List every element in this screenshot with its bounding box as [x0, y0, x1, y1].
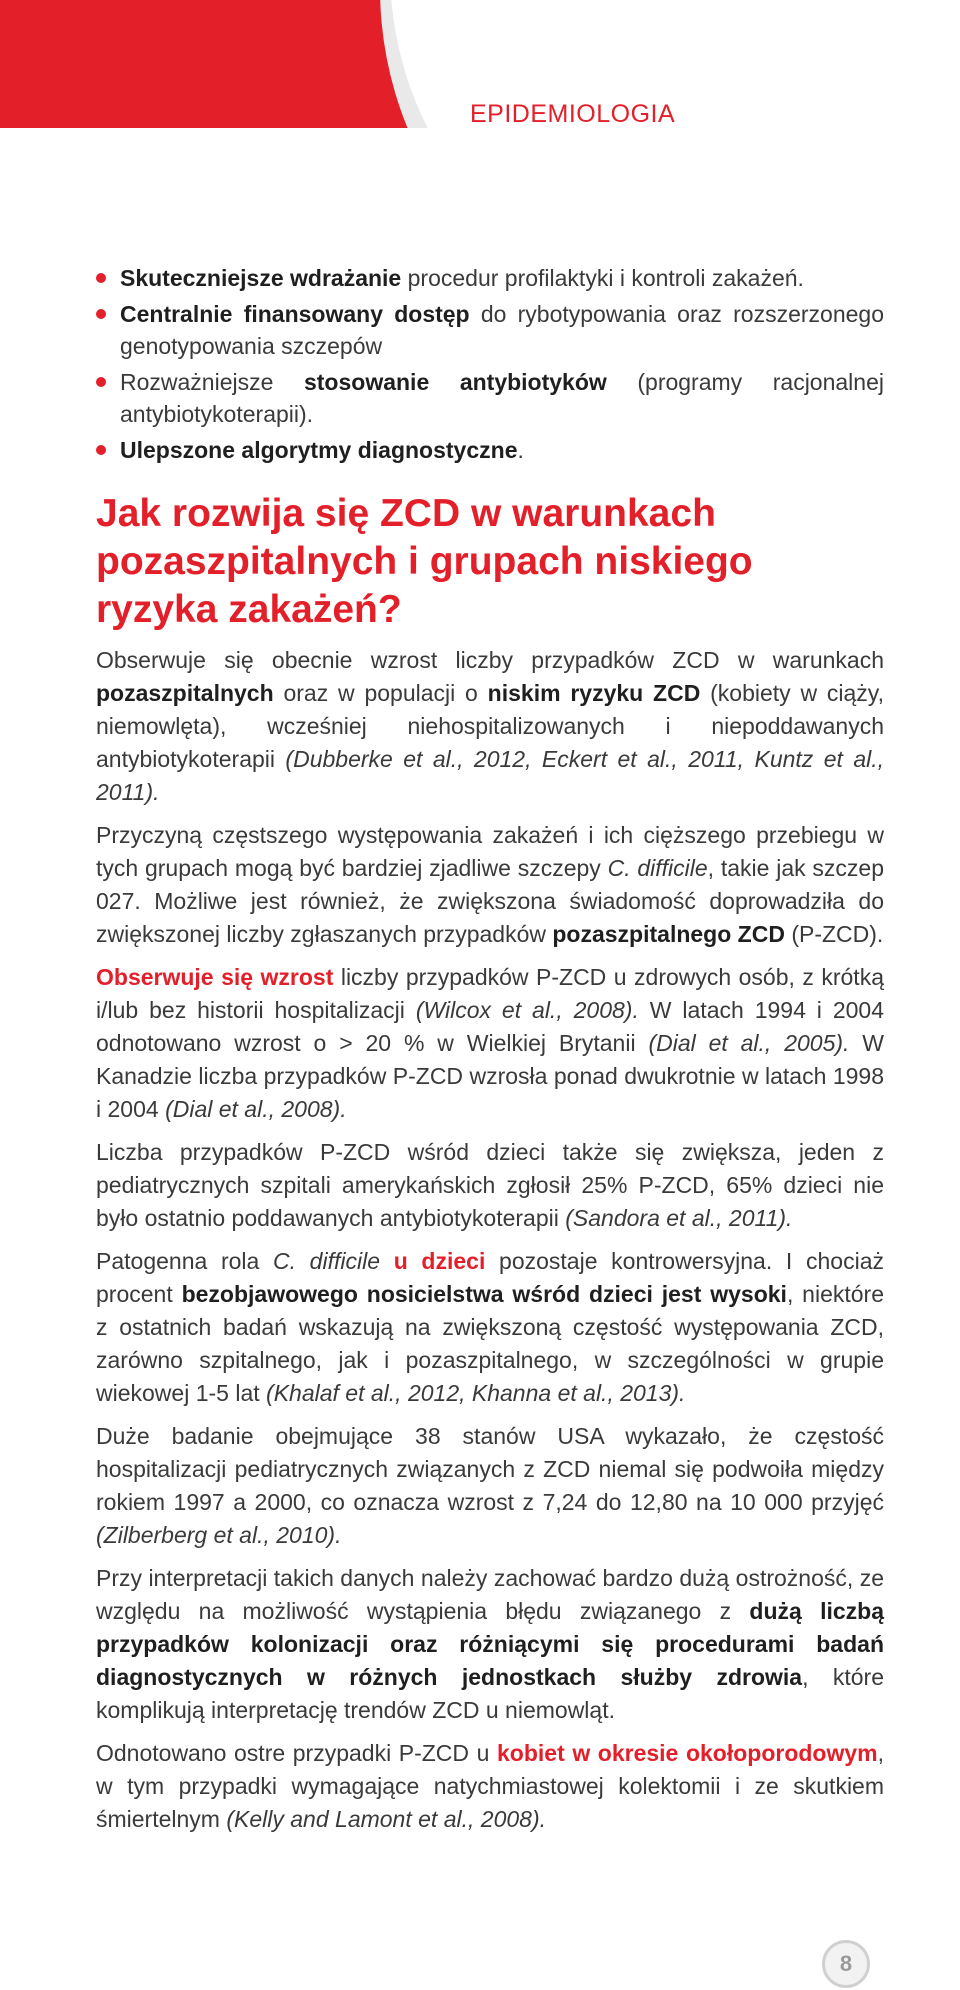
paragraph-3	[96, 961, 884, 1126]
text: , takie jak szczep 027. Możliwe jest również, że zwiększona świadomość doprowadziła do zwiększonej liczby zgłaszanych przypadków	[96, 855, 884, 947]
citation: (Wilcox et al., 2008).	[415, 997, 639, 1023]
citation: (Sandora et al., 2011).	[565, 1205, 793, 1231]
paragraph-6	[96, 1420, 884, 1552]
citation: (Zilberberg et al., 2010).	[96, 1522, 342, 1548]
citation: (Khalaf et al., 2012, Khanna et al., 2013).	[266, 1380, 686, 1406]
citation: (Dubberke et al., 2012, Eckert et al., 2011, Kuntz et al., 2011).	[96, 746, 884, 805]
text: Patogenna rola	[96, 1248, 273, 1274]
bullet-item	[96, 262, 884, 294]
paragraph-2	[96, 819, 884, 951]
paragraph-8	[96, 1737, 884, 1836]
bullet-item	[96, 434, 884, 466]
bold-text: bezobjawowego nosicielstwa wśród dzieci jest wysoki	[181, 1281, 787, 1307]
bullet-bold: Skuteczniejsze wdrażanie	[120, 265, 402, 291]
text: , niektóre z ostatnich badań wskazują na zwiększoną częstość występowania ZCD, zarówno szpitalnego, jak i pozaszpitalnego, w szczególności w grupie wiekowej 1-5 lat	[96, 1281, 885, 1406]
citation: (Dial et al., 2008).	[165, 1096, 347, 1122]
bullet-item	[96, 298, 884, 362]
paragraph-4	[96, 1136, 884, 1235]
bullet-text: Rozważniejsze	[120, 369, 304, 395]
text: (kobiety w ciąży, niemowlęta), wcześniej niehospitalizowanych i niepoddawanych antybiotykoterapii	[96, 680, 884, 772]
text: W Kanadzie liczba przypadków P-ZCD wzrosła ponad dwukrotnie w latach 1998 i 2004	[96, 1030, 885, 1122]
text: Przy interpretacji takich danych należy zachować bardzo dużą ostrożność, ze względu na możliwość wystąpienia błędu związanego z	[96, 1565, 884, 1624]
paragraph-5	[96, 1245, 884, 1410]
citation: (Dial et al., 2005).	[648, 1030, 850, 1056]
paragraph-7	[96, 1562, 884, 1727]
text: Przyczyną częstszego występowania zakażeń i ich cięższego przebiegu w tych grupach mogą być bardziej zjadliwe szczepy	[96, 822, 884, 881]
bold-text: dużą liczbą przypadków kolonizacji oraz różniącymi się procedurami badań diagnostycznych w różnych jednostkach służby zdrowia	[96, 1598, 884, 1690]
bullet-bold: stosowanie antybiotyków	[303, 369, 607, 395]
species-name: C. difficile	[607, 855, 708, 881]
page-number: 8	[822, 1940, 870, 1988]
bullet-text: (programy racjonalnej antybiotykoterapii).	[120, 369, 884, 427]
text: oraz w populacji o	[273, 680, 488, 706]
citation: (Kelly and Lamont et al., 2008).	[226, 1806, 546, 1832]
bold-text: niskim ryzyku ZCD	[487, 680, 701, 706]
species-name: C. difficile	[273, 1248, 380, 1274]
text: , w tym przypadki wymagające natychmiastowej kolektomii i ze skutkiem śmiertelnym	[96, 1740, 884, 1832]
bullet-text: .	[517, 437, 524, 463]
bullet-bold: Centralnie finansowany dostęp	[120, 301, 470, 327]
bullet-text: procedur profilaktyki i kontroli zakażeń.	[401, 265, 804, 291]
text: Odnotowano ostre przypadki P-ZCD u	[96, 1740, 497, 1766]
bullet-text: do rybotypowania oraz rozszerzonego genotypowania szczepów	[120, 301, 884, 359]
highlight-text: Obserwuje się wzrost	[96, 964, 334, 990]
text: Obserwuje się obecnie wzrost liczby przypadków ZCD w warunkach	[96, 647, 884, 673]
text: W latach 1994 i 2004 odnotowano wzrost o > 20 % w Wielkiej Brytanii	[96, 997, 884, 1056]
bullet-bold: Ulepszone algorytmy diagnostyczne	[120, 437, 518, 463]
bullet-list	[96, 262, 884, 466]
text	[380, 1248, 394, 1274]
paragraph-1	[96, 644, 884, 809]
text: liczby przypadków P-ZCD u zdrowych osób, z krótką i/lub bez historii hospitalizacji	[96, 964, 884, 1023]
text: Liczba przypadków P-ZCD wśród dzieci także się zwiększa, jeden z pediatrycznych szpitali amerykańskich zgłosił 25% P-ZCD, 65% dzieci nie było ostatnio poddawanych antybiotykoterapii	[96, 1139, 884, 1231]
section-title: EPIDEMIOLOGIA	[470, 100, 676, 128]
bold-text: pozaszpitalnego ZCD	[552, 921, 785, 947]
bullet-item	[96, 366, 884, 430]
bold-text: pozaszpitalnych	[96, 680, 274, 706]
highlight-text: u dzieci	[393, 1248, 486, 1274]
section-heading: Jak rozwija się ZCD w warunkach pozaszpitalnych i grupach niskiego ryzyka zakażeń?	[96, 492, 753, 631]
page-content	[96, 262, 884, 1846]
text: , które komplikują interpretację trendów ZCD u niemowląt.	[96, 1664, 885, 1723]
text: (P-ZCD).	[784, 921, 884, 947]
text: Duże badanie obejmujące 38 stanów USA wykazało, że częstość hospitalizacji pediatrycznych związanych z ZCD niemal się podwoiła między rokiem 1997 a 2000, co oznacza wzrost z 7,24 do 12,80 na 10 000 przyjęć	[96, 1423, 884, 1515]
highlight-text: kobiet w okresie okołoporodowym	[497, 1740, 878, 1766]
text: pozostaje kontrowersyjna. I chociaż procent	[96, 1248, 884, 1307]
